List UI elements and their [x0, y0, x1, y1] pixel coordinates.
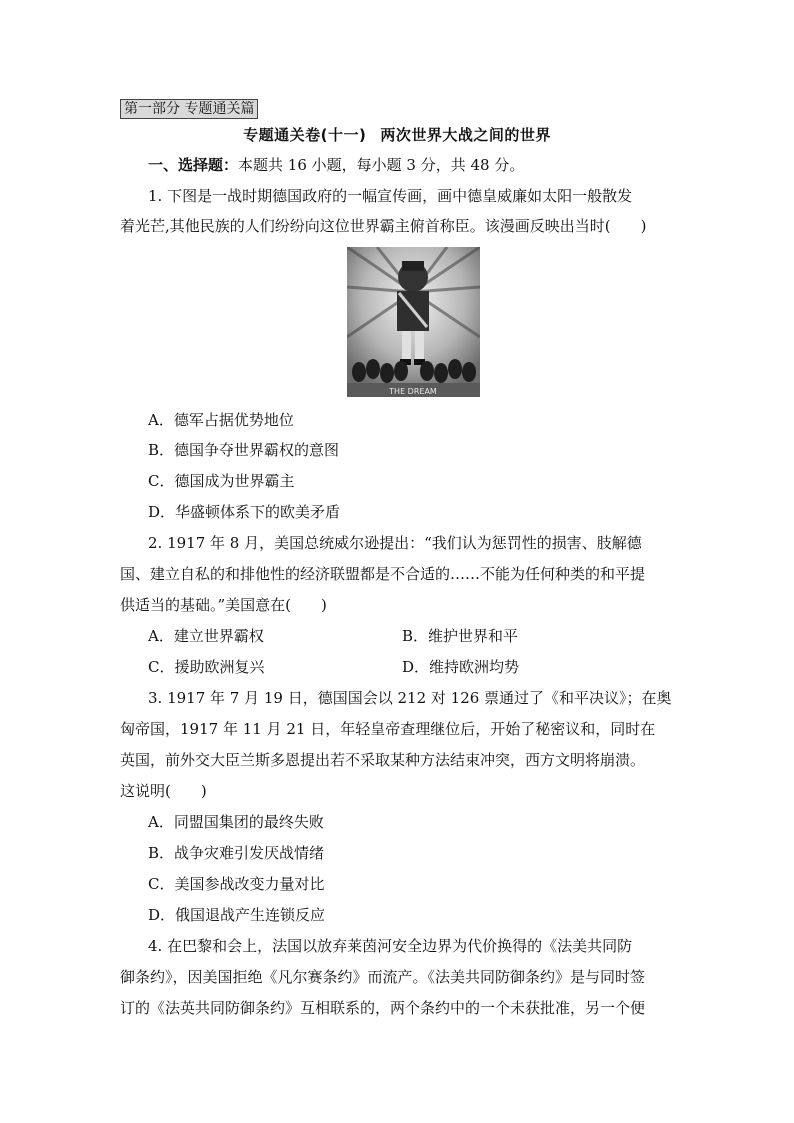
question-3-line-1: 3. 1917 年 7 月 19 日，德国国会以 212 对 126 票通过了《和平决议》；在奥 [148, 689, 672, 707]
question-3-option-a: A．同盟国集团的最终失败 [148, 813, 324, 831]
question-2-option-a: A．建立世界霸权 [148, 627, 264, 645]
paper-title [0, 124, 794, 145]
question-1-option-b: B．德国争夺世界霸权的意图 [148, 441, 340, 459]
question-2-line-3: 供适当的基础。”美国意在( ) [120, 596, 327, 614]
question-3-line-3: 英国，前外交大臣兰斯多恩提出若不采取某种方法结束冲突，西方文明将崩溃。 [120, 751, 646, 769]
question-4-line-3: 订的《法英共同防御条约》互相联系的，两个条约中的一个未获批准，另一个便 [120, 999, 646, 1017]
question-4-line-2: 御条约》，因美国拒绝《凡尔赛条约》而流产。《法美共同防御条约》是与同时签 [120, 968, 646, 986]
question-1-option-a: A．德军占据优势地位 [148, 411, 294, 429]
propaganda-illustration [347, 247, 480, 397]
section-tag: 第一部分 专题通关篇 [120, 99, 258, 119]
section-heading [148, 154, 524, 176]
section-heading-text: 本题共 16 小题，每小题 3 分，共 48 分。 [238, 156, 525, 174]
section-heading-label: 一、选择题： [148, 156, 239, 174]
question-3-line-2: 匈帝国，1917 年 11 月 21 日，年轻皇帝查理继位后，开始了秘密议和，同时在 [120, 720, 656, 738]
question-1-option-d: D．华盛顿体系下的欧美矛盾 [148, 503, 341, 521]
question-3-option-b: B．战争灾难引发厌战情绪 [148, 844, 325, 862]
question-2-option-b: B．维护世界和平 [402, 627, 519, 645]
question-2-line-2: 国、建立自私的和排他性的经济联盟都是不合适的……不能为任何种类的和平提 [120, 565, 646, 583]
illustration-caption: THE DREAM [389, 387, 437, 396]
question-3-option-d: D．俄国退战产生连锁反应 [148, 906, 326, 924]
question-2-option-d: D．维持欧洲均势 [402, 658, 520, 676]
question-4-line-1: 4. 在巴黎和会上，法国以放弃莱茵河安全边界为代价换得的《法美共同防 [148, 937, 633, 955]
question-1-line-2: 着光芒,其他民族的人们纷纷向这位世界霸主俯首称臣。该漫画反映出当时( ) [120, 217, 647, 235]
question-2-option-c: C．援助欧洲复兴 [148, 658, 265, 676]
title-topic: 两次世界大战之间的世界 [380, 126, 551, 144]
question-2-line-1: 2. 1917 年 8 月，美国总统威尔逊提出：“我们认为惩罚性的损害、肢解德 [148, 534, 642, 552]
question-1-option-c: C．德国成为世界霸主 [148, 472, 295, 490]
question-1-line-1: 1. 下图是一战时期德国政府的一幅宣传画，画中德皇威廉如太阳一般散发 [148, 187, 633, 205]
question-3-line-4: 这说明( ) [120, 782, 207, 800]
title-volume: 专题通关卷(十一) [243, 126, 367, 144]
question-3-option-c: C．美国参战改变力量对比 [148, 875, 325, 893]
